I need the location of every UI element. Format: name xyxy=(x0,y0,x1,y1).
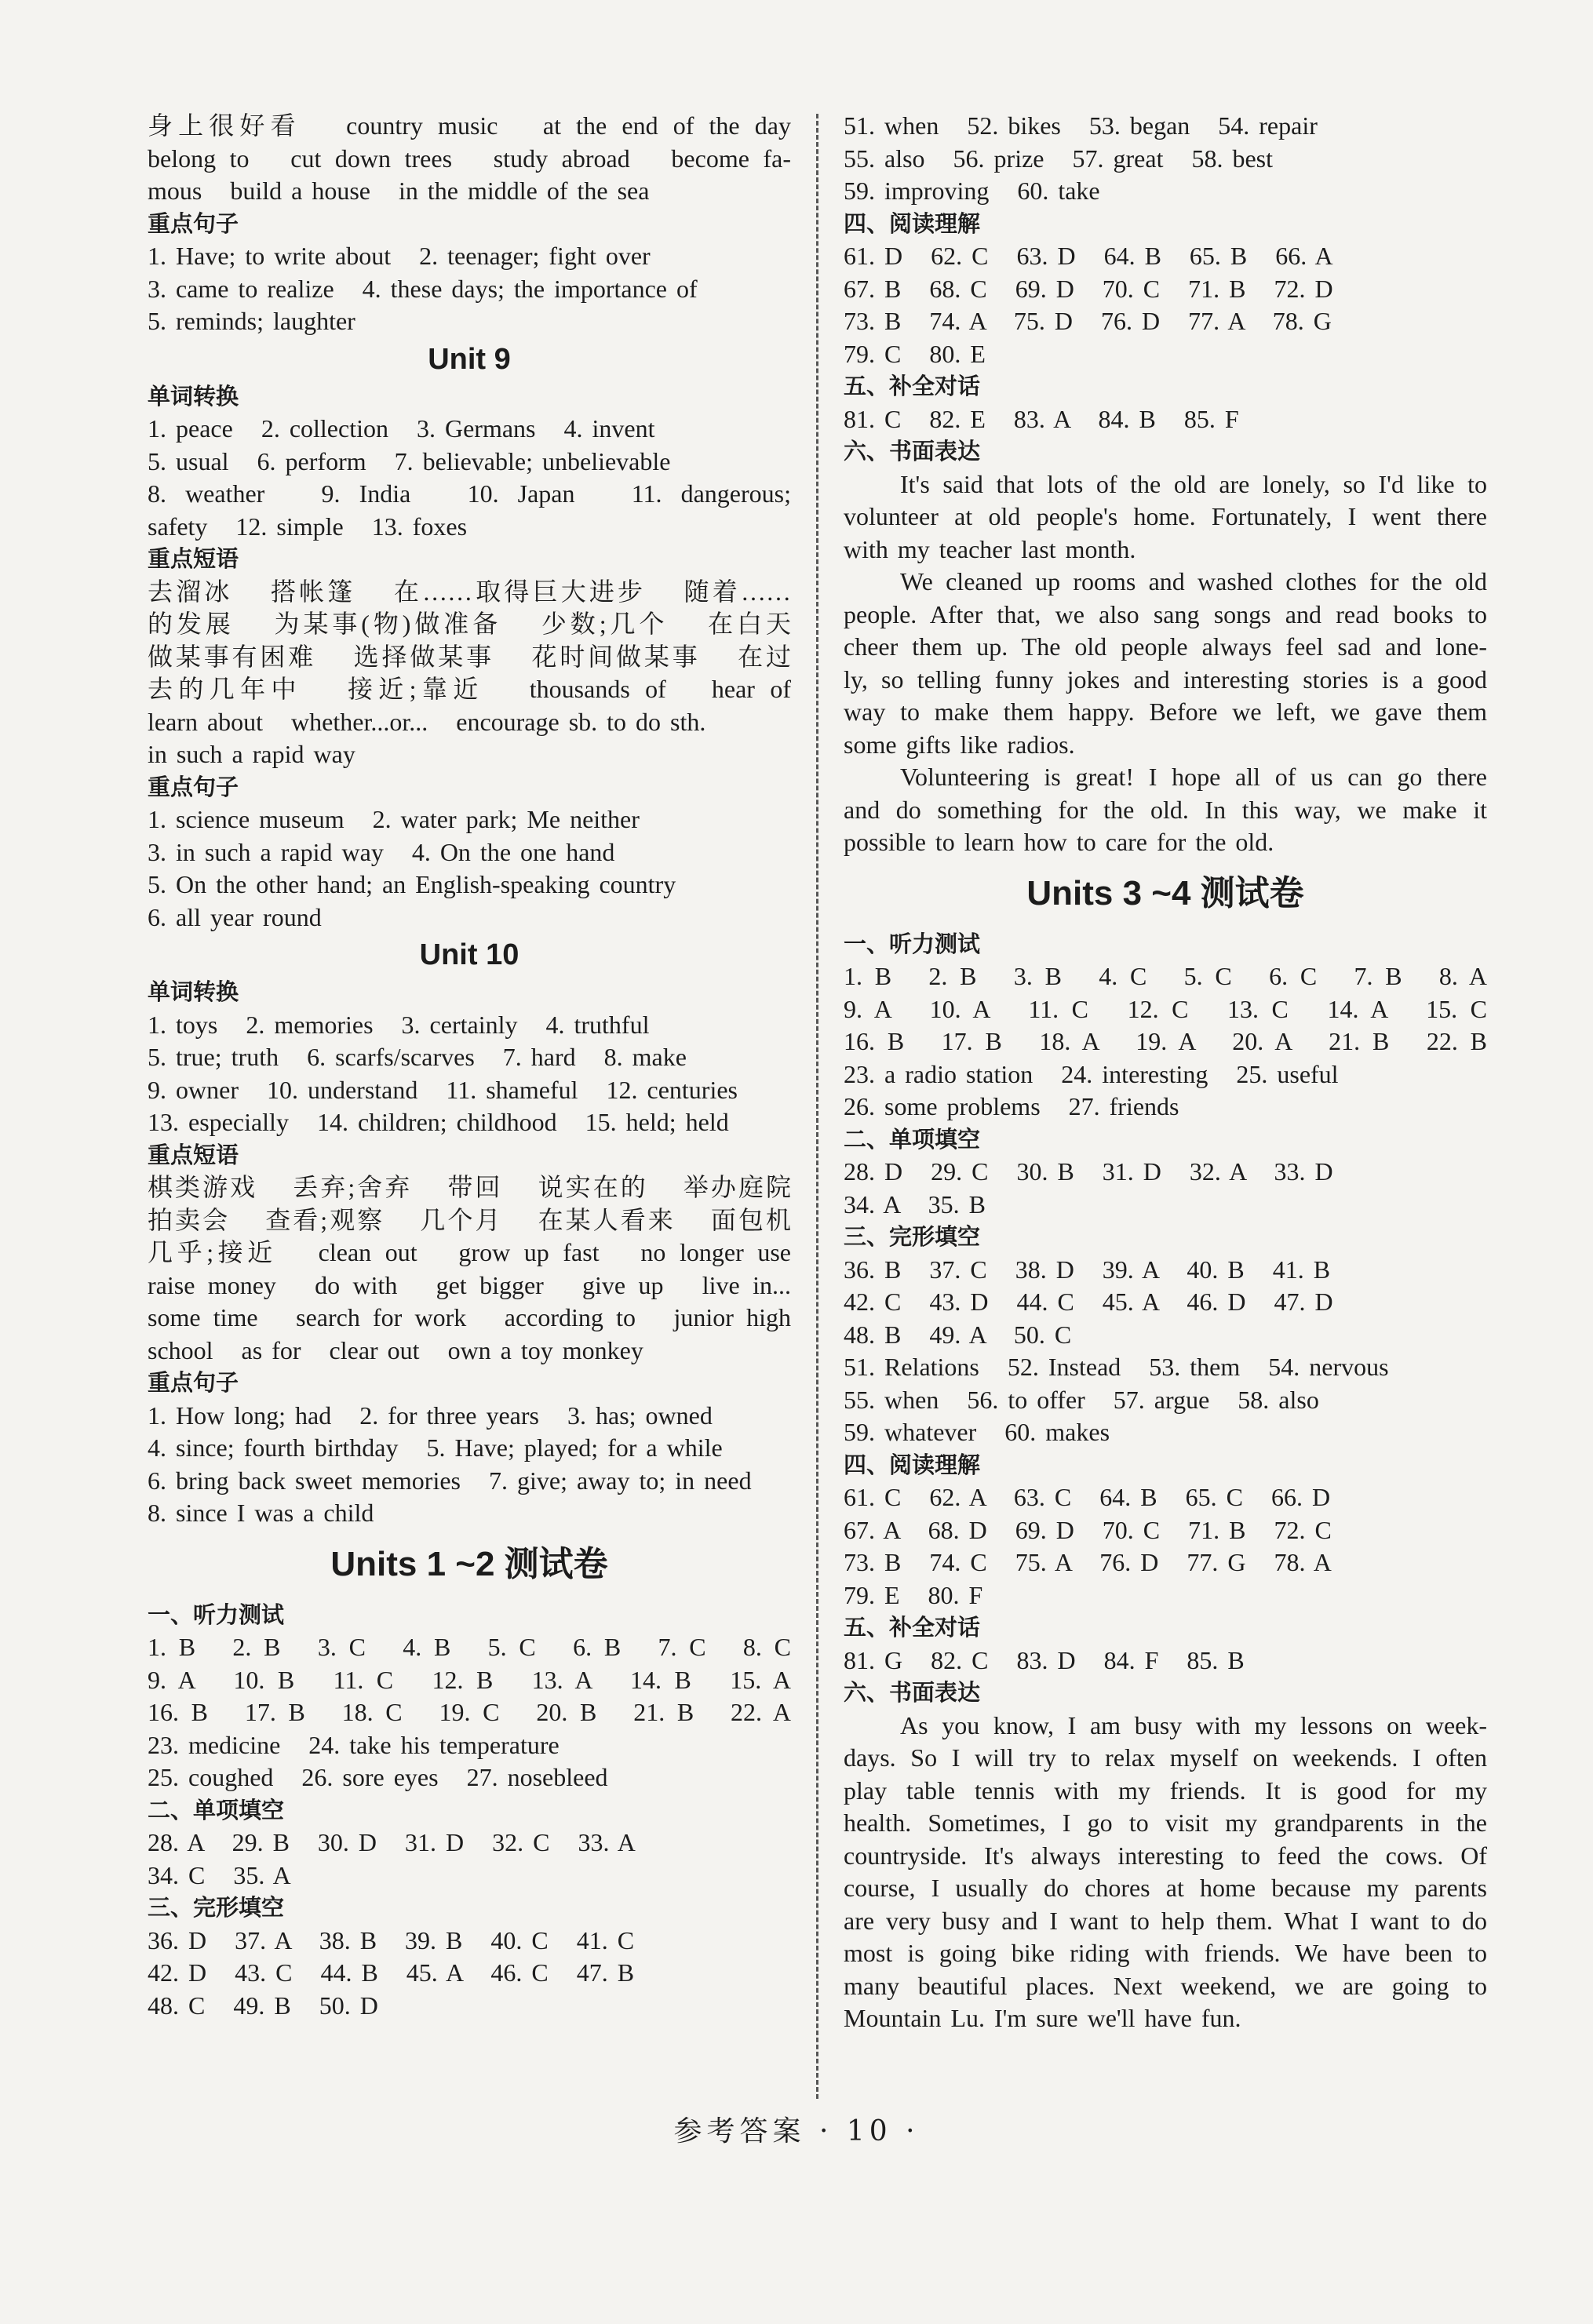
section-label: 重点句子 xyxy=(148,1369,239,1396)
text-line: 9. A 10. B 11. C 12. B 13. A 14. B 15. A xyxy=(148,1665,791,1694)
unit-10-title: Unit 10 xyxy=(419,938,519,971)
text-line: raise money do with get bigger give up live in... xyxy=(148,1270,791,1299)
text-line: 去溜冰 搭帐篷 在……取得巨大进步 随着…… xyxy=(148,577,791,606)
text-line: way to make them happy. Before we left, we gave them xyxy=(844,698,1487,726)
text-line: some gifts like radios. xyxy=(844,730,1075,759)
text-line: 36. B 37. C 38. D 39. A 40. B 41. B xyxy=(844,1255,1331,1284)
text-line: school as for clear out own a toy monkey xyxy=(148,1335,643,1364)
left-column xyxy=(148,110,791,2022)
text-line: 48. C 49. B 50. D xyxy=(148,1991,378,2020)
section-label: 单词转换 xyxy=(148,382,239,410)
section-label: 一、听力测试 xyxy=(844,930,981,957)
section-label: 六、书面表达 xyxy=(844,1679,981,1706)
text-line: 去的几年中 接近;靠近 thousands of hear of xyxy=(148,675,791,703)
page-footer xyxy=(0,2109,1593,2149)
text-line: 1. Have; to write about 2. teenager; fight over xyxy=(148,242,651,270)
text-line: and do something for the old. In this way, we make it xyxy=(844,795,1487,824)
section-label: 三、完形填空 xyxy=(148,1894,285,1921)
text-line: 9. owner 10. understand 11. shameful 12. centuries xyxy=(148,1075,738,1104)
text-line: 42. C 43. D 44. C 45. A 46. D 47. D xyxy=(844,1288,1333,1316)
text-line: 的发展 为某事(物)做准备 少数;几个 在白天 xyxy=(148,610,791,638)
section-label: 重点句子 xyxy=(148,773,239,800)
text-line: 51. Relations 52. Instead 53. them 54. nervous xyxy=(844,1353,1389,1381)
text-line: 16. B 17. B 18. A 19. A 20. A 21. B 22. B xyxy=(844,1027,1487,1055)
text-line: 36. D 37. A 38. B 39. B 40. C 41. C xyxy=(148,1925,635,1954)
text-line: 1. How long; had 2. for three years 3. has; owned xyxy=(148,1401,713,1430)
section-label: 二、单项填空 xyxy=(844,1125,981,1153)
text-line: possible to learn how to care for the old. xyxy=(844,828,1274,856)
text-line: 42. D 43. C 44. B 45. A 46. C 47. B xyxy=(148,1958,635,1987)
text-line: 23. a radio station 24. interesting 25. useful xyxy=(844,1059,1339,1088)
section-label: 五、补全对话 xyxy=(844,373,981,399)
section-label: 二、单项填空 xyxy=(148,1796,285,1823)
text-line: 51. when 52. bikes 53. began 54. repair xyxy=(844,111,1318,140)
text-line: people. After that, we also sang songs and read books to xyxy=(844,599,1487,628)
text-line: 79. E 80. F xyxy=(844,1580,983,1609)
text-line: 81. G 82. C 83. D 84. F 85. B xyxy=(844,1645,1245,1674)
text-line: ly, so telling funny jokes and interesting stories is a good xyxy=(844,665,1487,694)
test-units-1-2-title: Units 1 ~2 测试卷 xyxy=(330,1544,608,1583)
text-line: days. So I will try to relax myself on weekends. I often xyxy=(844,1743,1487,1772)
text-line: 73. B 74. C 75. A 76. D 77. G 78. A xyxy=(844,1548,1332,1576)
text-line: 3. in such a rapid way 4. On the one hand xyxy=(148,837,615,866)
text-line: countryside. It's always interesting to feed the cows. Of xyxy=(844,1841,1487,1870)
text-line: 67. B 68. C 69. D 70. C 71. B 72. D xyxy=(844,274,1333,303)
section-label: 重点短语 xyxy=(148,1141,239,1168)
text-line: 79. C 80. E xyxy=(844,339,986,368)
page-number: · 10 · xyxy=(818,2115,920,2147)
text-line: 8. since I was a child xyxy=(148,1499,374,1527)
section-label: 重点短语 xyxy=(148,545,239,572)
column-divider xyxy=(816,114,818,2099)
text-line: 1. peace 2. collection 3. Germans 4. invent xyxy=(148,414,655,443)
text-line: 16. B 17. B 18. C 19. C 20. B 21. B 22. A xyxy=(148,1698,791,1726)
text-line: 26. some problems 27. friends xyxy=(844,1092,1179,1120)
text-line: 1. science museum 2. water park; Me neither xyxy=(148,805,640,833)
section-label: 重点句子 xyxy=(148,209,239,237)
text-line: with my teacher last month. xyxy=(844,534,1136,563)
text-line: 6. all year round xyxy=(148,902,322,931)
text-line: 9. A 10. A 11. C 12. C 13. C 14. A 15. C xyxy=(844,994,1487,1023)
section-label: 四、阅读理解 xyxy=(844,209,981,237)
text-line: 61. C 62. A 63. C 64. B 65. C 66. D xyxy=(844,1483,1331,1511)
section-label: 单词转换 xyxy=(148,978,239,1005)
text-line: 1. B 2. B 3. C 4. B 5. C 6. B 7. C 8. C xyxy=(148,1633,791,1661)
text-line: 做某事有困难 选择做某事 花时间做某事 在过 xyxy=(148,642,791,671)
text-line: 81. C 82. E 83. A 84. B 85. F xyxy=(844,404,1239,433)
text-line: safety 12. simple 13. foxes xyxy=(148,512,468,541)
text-line: 48. B 49. A 50. C xyxy=(844,1320,1072,1349)
unit-9-title: Unit 9 xyxy=(428,342,511,376)
text-line: Volunteering is great! I hope all of us can go there xyxy=(900,763,1487,791)
text-line: 28. A 29. B 30. D 31. D 32. C 33. A xyxy=(148,1828,636,1856)
text-line: 55. when 56. to offer 57. argue 58. also xyxy=(844,1385,1319,1414)
text-line: 棋类游戏 丢弃;舍弃 带回 说实在的 举办庭院 xyxy=(148,1173,791,1201)
footer-label: 参考答案 xyxy=(673,2115,806,2147)
test-units-3-4-title: Units 3 ~4 测试卷 xyxy=(1026,873,1304,912)
text-line: in such a rapid way xyxy=(148,740,355,768)
text-line: volunteer at old people's home. Fortunately, I went there xyxy=(844,502,1487,530)
text-line: 6. bring back sweet memories 7. give; away to; in need xyxy=(148,1466,752,1495)
section-label: 三、完形填空 xyxy=(844,1223,981,1250)
text-line: 25. coughed 26. sore eyes 27. nosebleed xyxy=(148,1763,608,1791)
text-line: We cleaned up rooms and washed clothes for the old xyxy=(900,567,1487,596)
text-line: 34. A 35. B xyxy=(844,1189,986,1218)
text-line: 55. also 56. prize 57. great 58. best xyxy=(844,144,1273,173)
text-line: 13. especially 14. children; childhood 15. held; held xyxy=(148,1108,729,1136)
text-line: learn about whether...or... encourage sb. to do sth. xyxy=(148,707,706,736)
text-line: 5. On the other hand; an English-speaking country xyxy=(148,870,676,898)
text-line: most is going bike riding with friends. We have been to xyxy=(844,1939,1487,1967)
text-line: 1. B 2. B 3. B 4. C 5. C 6. C 7. B 8. A xyxy=(844,962,1487,990)
text-line: 59. whatever 60. makes xyxy=(844,1418,1110,1446)
text-line: It's said that lots of the old are lonely, so I'd like to xyxy=(900,469,1487,498)
text-line: 8. weather 9. India 10. Japan 11. dangerous; xyxy=(148,479,791,508)
text-line: As you know, I am busy with my lessons on week- xyxy=(900,1710,1487,1739)
text-line: Mountain Lu. I'm sure we'll have fun. xyxy=(844,2004,1241,2032)
text-line: 几乎;接近 clean out grow up fast no longer use xyxy=(148,1238,791,1266)
text-line: 1. toys 2. memories 3. certainly 4. truthful xyxy=(148,1010,650,1039)
right-column xyxy=(844,110,1487,2035)
text-line: 59. improving 60. take xyxy=(844,177,1100,205)
text-line: 4. since; fourth birthday 5. Have; played; for a while xyxy=(148,1433,723,1462)
text-line: 3. came to realize 4. these days; the importance of xyxy=(148,274,698,303)
text-line: cheer them up. The old people always feel sad and lone- xyxy=(844,632,1487,661)
text-line: 5. usual 6. perform 7. believable; unbelievable xyxy=(148,446,671,475)
text-line: 67. A 68. D 69. D 70. C 71. B 72. C xyxy=(844,1515,1332,1544)
text-line: 34. C 35. A xyxy=(148,1860,291,1889)
section-label: 五、补全对话 xyxy=(844,1614,981,1641)
text-line: mous build a house in the middle of the sea xyxy=(148,177,650,205)
text-line: course, I usually do chores at home because my parents xyxy=(844,1874,1487,1902)
text-line: are very busy and I want to help them. What I want to do xyxy=(844,1906,1487,1935)
text-line: belong to cut down trees study abroad become fa- xyxy=(148,144,791,173)
text-line: health. Sometimes, I go to visit my grandparents in the xyxy=(844,1809,1487,1837)
text-line: 73. B 74. A 75. D 76. D 77. A 78. G xyxy=(844,307,1332,335)
text-line: 23. medicine 24. take his temperature xyxy=(148,1730,560,1759)
text-line: 5. reminds; laughter xyxy=(148,307,355,335)
section-label: 四、阅读理解 xyxy=(844,1451,981,1478)
text-line: many beautiful places. Next weekend, we are going to xyxy=(844,1971,1487,2000)
text-line: 身上很好看 country music at the end of the day xyxy=(148,111,791,140)
text-line: 5. true; truth 6. scarfs/scarves 7. hard 8. make xyxy=(148,1043,687,1071)
section-label: 六、书面表达 xyxy=(844,438,981,464)
text-line: play table tennis with my friends. It is good for my xyxy=(844,1776,1487,1805)
section-label: 一、听力测试 xyxy=(148,1601,285,1628)
text-line: 拍卖会 查看;观察 几个月 在某人看来 面包机 xyxy=(148,1205,791,1234)
text-line: some time search for work according to junior high xyxy=(148,1303,791,1331)
text-line: 61. D 62. C 63. D 64. B 65. B 66. A xyxy=(844,242,1333,270)
text-line: 28. D 29. C 30. B 31. D 32. A 33. D xyxy=(844,1157,1333,1186)
